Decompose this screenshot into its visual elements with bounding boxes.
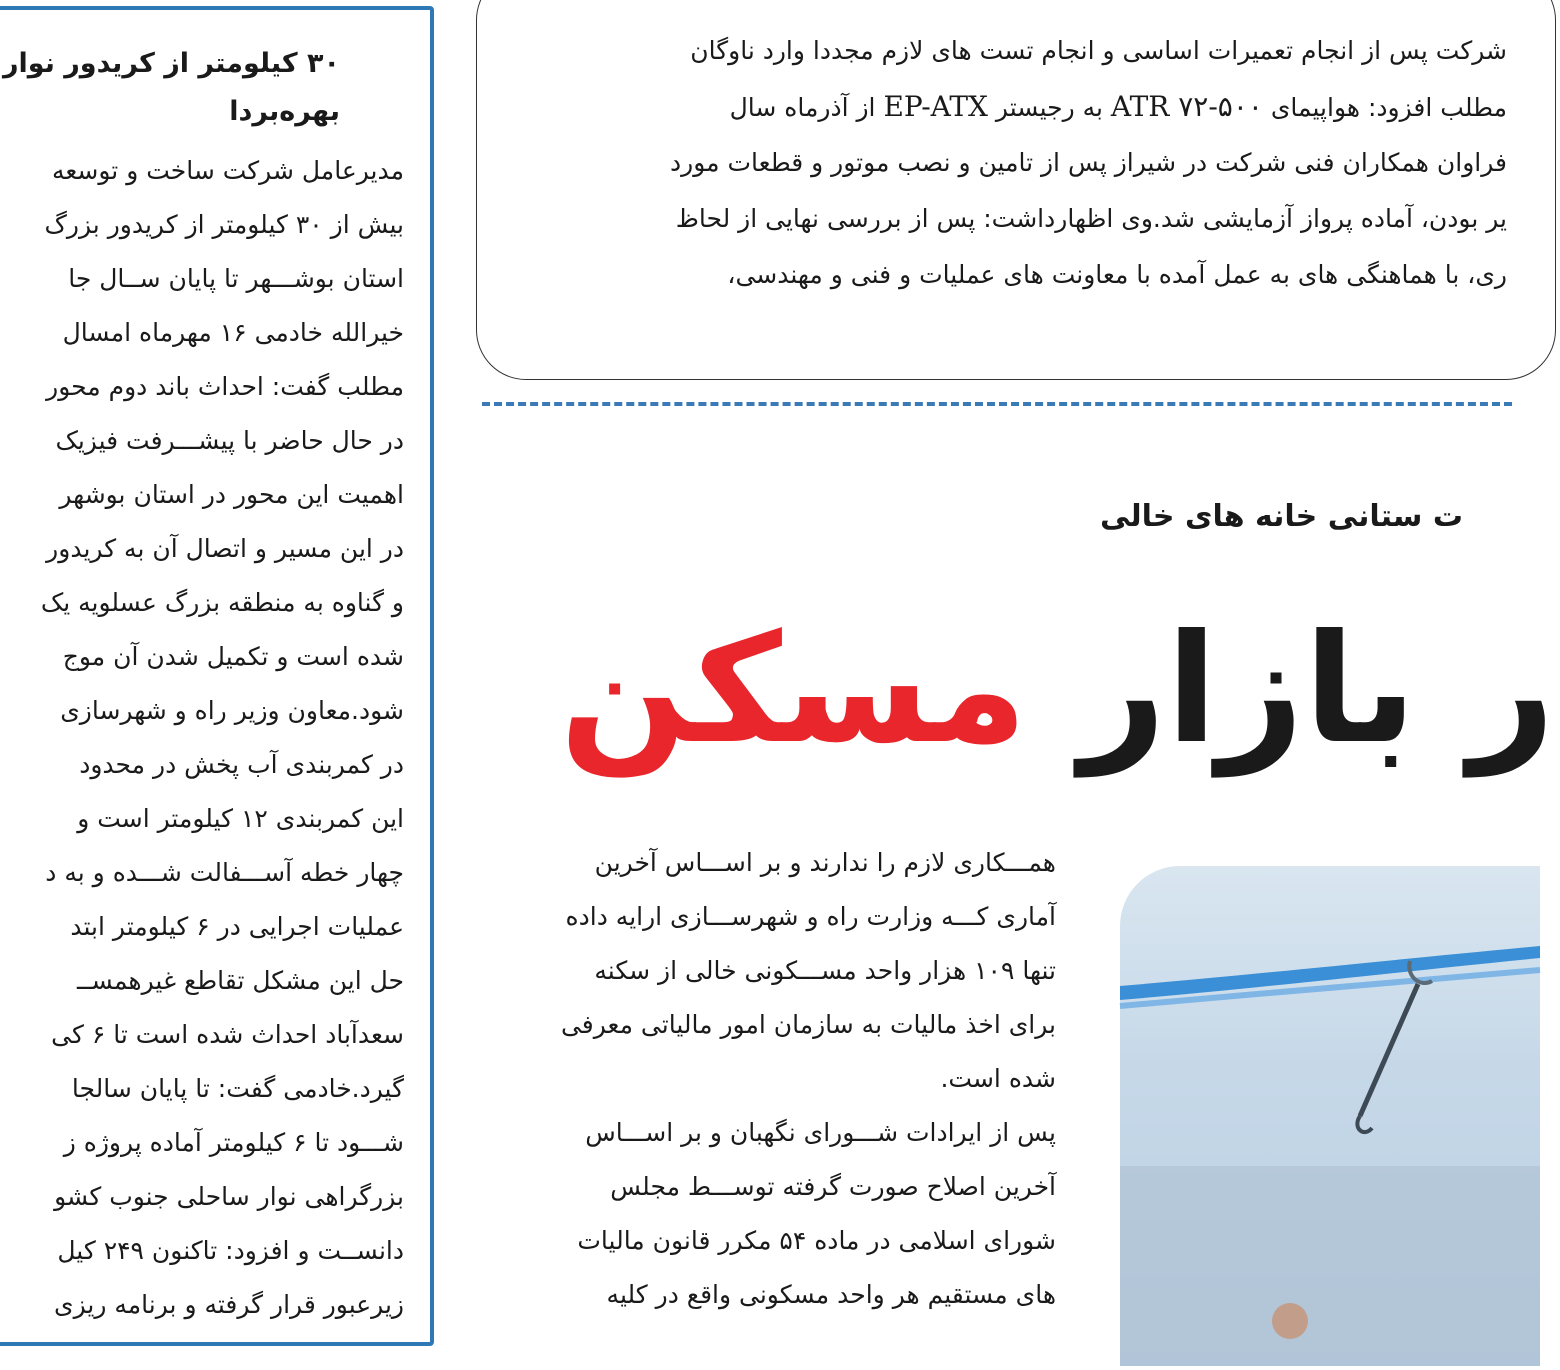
sidebar-line: اهمیت این محور در استان بوشهر: [59, 480, 404, 509]
sidebar-line: شده است و تکمیل شدن آن موج: [62, 642, 404, 671]
sidebar-line: عملیات اجرایی در ۶ کیلومتر ابتد: [70, 912, 404, 941]
sidebar-line: بیش از ۳۰ کیلومتر از کریدور بزرگ: [44, 210, 404, 239]
top-line-3: فراوان همکاران فنی شرکت در شیراز پس از تامین و نصب موتور و قطعات مورد: [670, 148, 1507, 177]
sidebar-line: زیرعبور قرار گرفته و برنامه ریزی: [54, 1290, 404, 1319]
story-headline: [559, 590, 1555, 800]
sidebar-headline-line-1: ۳۰ کیلومتر از کریدور نوار: [3, 48, 340, 79]
top-line-1: شرکت پس از انجام تعمیرات اساسی و انجام تست های لازم مجددا وارد ناوگان: [690, 36, 1507, 65]
sidebar-line: سعدآباد احداث شده است تا ۶ کی: [51, 1020, 404, 1049]
top-line-4: یر بودن، آماده پرواز آزمایشی شد.وی اظهارداشت: پس از بررسی نهایی از لحاظ: [675, 204, 1507, 233]
sidebar-line: مطلب گفت: احداث باند دوم محور: [46, 372, 404, 401]
top-article-body: [517, 23, 1507, 303]
top-line-2-part-e: از آذرماه سال: [729, 93, 884, 122]
headline-red-part: مسکن: [559, 603, 1028, 777]
sidebar-line: در کمربندی آب پخش در محدود: [79, 750, 404, 779]
top-line-2-part-c: به رجیستر: [987, 93, 1111, 122]
story-line: های مستقیم هر واحد مسکونی واقع در کلیه: [606, 1280, 1056, 1309]
sidebar-article-box: [0, 6, 434, 1346]
sidebar-line: در این مسیر و اتصال آن به کریدور: [46, 534, 404, 563]
sidebar-line: خیرالله خادمی ۱۶ مهرماه امسال: [62, 318, 404, 347]
story-line: شده است.: [940, 1064, 1056, 1093]
photo-illustration: [1120, 866, 1540, 1366]
story-line: آماری کـــه وزارت راه و شهرســـازی ارایه داده: [565, 902, 1056, 931]
top-line-2-part-a: مطلب افزود: هواپیمای: [1262, 93, 1507, 122]
top-line-2: [517, 79, 1507, 135]
story-line: آخرین اصلاح صورت گرفته توســـط مجلس: [610, 1172, 1056, 1201]
aircraft-model: ATR ۷۲-۵۰۰: [1110, 90, 1263, 123]
sidebar-line: و گناوه به منطقه بزرگ عسلویه یک: [40, 588, 404, 617]
story-line: پس از ایرادات شـــورای نگهبان و بر اســـاس: [585, 1118, 1056, 1147]
sidebar-body: [0, 144, 404, 1332]
sidebar-line: گیرد.خادمی گفت: تا پایان سالجا: [71, 1074, 404, 1103]
story-photo: [1120, 866, 1540, 1366]
story-line: همـــکاری لازم را ندارند و بر اســـاس آخرین: [594, 848, 1056, 877]
top-line-5: ری، با هماهنگی های به عمل آمده با معاونت های عملیات و فنی و مهندسی،: [727, 260, 1507, 289]
headline-black-part: ر بازار: [1027, 603, 1555, 777]
aircraft-registration: EP-ATX: [883, 90, 988, 123]
top-article-box: [476, 0, 1556, 380]
story-line: تنها ۱۰۹ هزار واحد مســـکونی خالی از سکنه: [594, 956, 1056, 985]
sidebar-line: حل این مشکل تقاطع غیرهمســ: [77, 966, 404, 995]
sidebar-line: دانســت و افزود: تاکنون ۲۴۹ کیل: [57, 1236, 404, 1265]
sidebar-line: شـــود تا ۶ کیلومتر آماده پروژه ز: [63, 1128, 404, 1157]
story-kicker: ت ستانی خانه های خالی: [1100, 499, 1463, 534]
sidebar-line: استان بوشـــهر تا پایان ســال جا: [68, 264, 404, 293]
sidebar-headline-line-2: بهره‌بردا: [229, 96, 340, 127]
sidebar-line: مدیرعامل شرکت ساخت و توسعه: [51, 156, 404, 185]
sidebar-headline: [0, 40, 340, 136]
story-line: برای اخذ مالیات به سازمان امور مالیاتی معرفی: [560, 1010, 1056, 1039]
sidebar-line: بزرگراهی نوار ساحلی جنوب کشو: [54, 1182, 404, 1211]
dashed-divider: [482, 402, 1512, 406]
sidebar-line: این کمربندی ۱۲ کیلومتر است و: [77, 804, 404, 833]
sidebar-line: چهار خطه آســـفالت شـــده و به د: [45, 858, 404, 887]
story-line: شورای اسلامی در ماده ۵۴ مکرر قانون مالیات: [577, 1226, 1056, 1255]
story-body: [486, 836, 1056, 1322]
sidebar-line: شود.معاون وزیر راه و شهرسازی: [60, 696, 404, 725]
sidebar-line: در حال حاضر با پیشـــرفت فیزیک: [55, 426, 404, 455]
